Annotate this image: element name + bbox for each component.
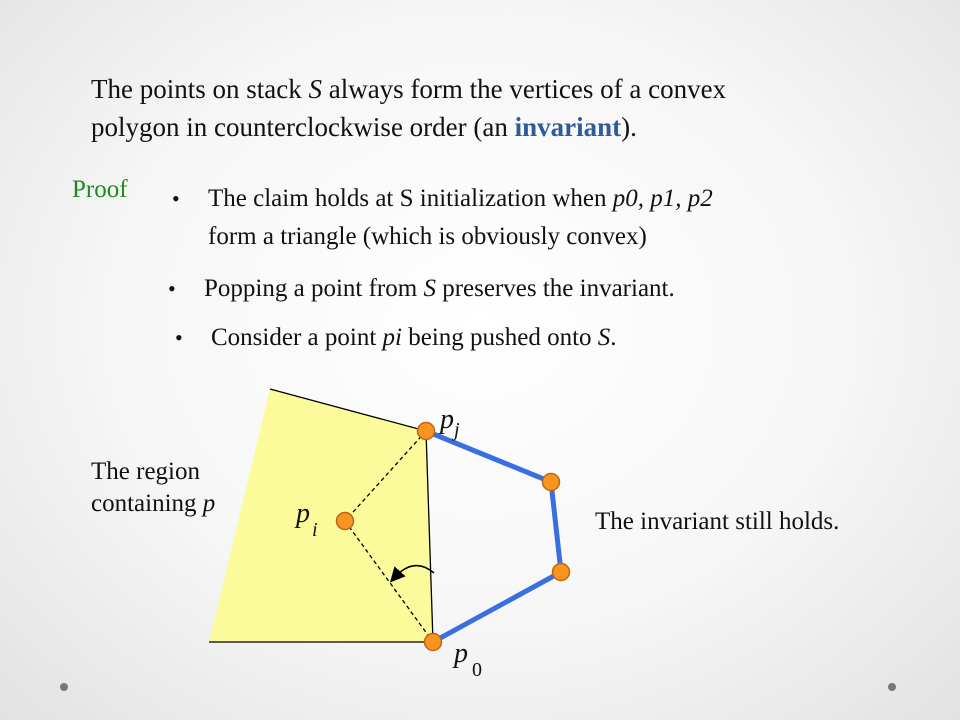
intro-text: ). — [621, 112, 637, 142]
vertex-hull-upper — [543, 474, 560, 491]
hull-chain — [426, 431, 561, 642]
bullet-dot: • — [168, 276, 176, 301]
bullet-text: The claim holds at S initialization when — [208, 185, 613, 212]
intro-text: always form the vertices of a convex — [321, 74, 727, 104]
region-caption-line-2: containing — [91, 490, 197, 517]
slide-nav-dot-right — [888, 683, 896, 691]
region-caption-hidden-symbol: p — [202, 490, 216, 517]
region-polygon — [209, 389, 433, 642]
bullet-text: preserves the invariant. — [435, 275, 675, 302]
stack-symbol: S — [597, 324, 611, 351]
vertex-hull-lower — [553, 564, 570, 581]
label-pi — [296, 498, 318, 541]
invariant-note: The invariant still holds. — [595, 508, 840, 535]
bullet-text: . — [610, 324, 617, 351]
label-pi-main: p — [296, 498, 310, 529]
label-pj-main: p — [440, 404, 454, 435]
bullet-text: Popping a point from — [204, 275, 424, 302]
bullet-text: being pushed onto — [401, 324, 598, 351]
label-pi-sub: i — [312, 519, 318, 541]
intro-text: polygon in counterclockwise order (an — [91, 112, 515, 142]
stack-symbol: S — [308, 74, 322, 104]
slide-nav-dot-left — [60, 683, 68, 691]
invariant-keyword: invariant — [514, 112, 622, 142]
label-p0 — [454, 638, 482, 681]
label-pj-sub: j — [454, 419, 460, 441]
bullet-text: Consider a point — [211, 324, 383, 351]
label-p0-main: p — [454, 638, 468, 669]
proof-label: Proof — [72, 176, 128, 203]
stack-symbol: S — [423, 275, 436, 302]
vertex-pi — [337, 513, 354, 530]
vertex-pj — [418, 423, 435, 440]
label-pj — [440, 404, 460, 441]
intro-text: The points on stack — [91, 74, 309, 104]
bullet-text-line-2: form a triangle (which is obviously convex) — [208, 223, 647, 250]
point-symbol: pi — [382, 324, 402, 351]
vertex-p0 — [425, 634, 442, 651]
region-caption-line-1: The region — [91, 458, 200, 485]
label-p0-sub: 0 — [472, 659, 482, 681]
bullet-dot: • — [172, 186, 180, 211]
bullet-dot: • — [175, 325, 183, 350]
bullet-points-italic: p0, p1, p2 — [612, 185, 713, 212]
